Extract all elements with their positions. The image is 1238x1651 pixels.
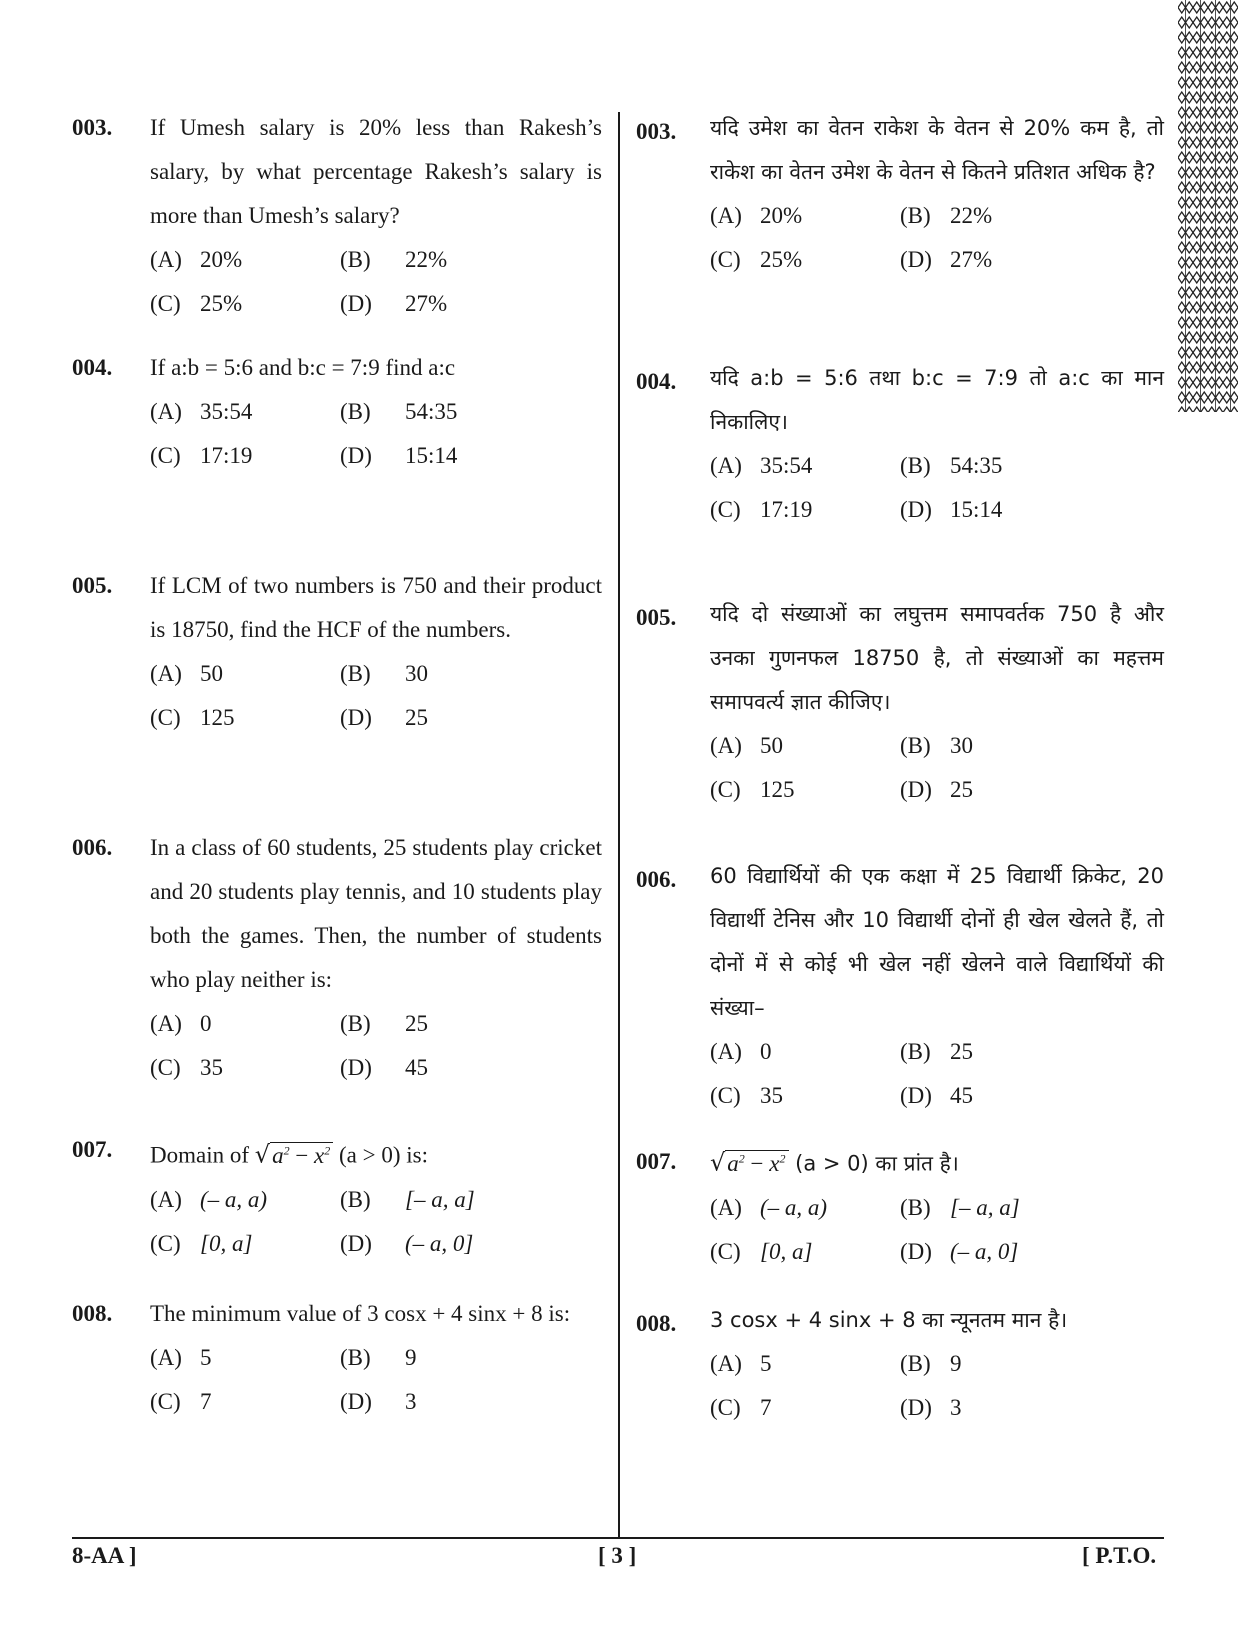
- option-d: (D) 45: [340, 1055, 428, 1080]
- option-a: (A) 0: [710, 1039, 772, 1064]
- question-text: $√a^2 - x^2$ (a > 0) का प्रांत है।: [710, 1136, 1164, 1186]
- option-d: (D) 25: [900, 777, 973, 802]
- question-text: 60 विद्यार्थियों की एक कक्षा में 25 विद्यार्थी क्रिकेट, 20 विद्यार्थी टेनिस और 10 विद्यार्थी दोनों ही खेल खेलते हैं, तो दोनों में से कोई भी खेल नहीं खेलने वाले विद्यार्थियों की संख्या–: [710, 864, 1164, 1020]
- question-005-hi: [636, 592, 1164, 812]
- option-b: (B) 22%: [340, 247, 448, 272]
- question-text: यदि उमेश का वेतन राकेश के वेतन से 20% कम है, तो राकेश का वेतन उमेश के वेतन से कितने प्रतिशत अधिक है?: [710, 116, 1164, 184]
- question-text: If Umesh salary is 20% less than Rakesh’s salary, by what percentage Rakesh’s salary is more than Umesh’s salary?: [150, 115, 602, 228]
- question-006-en: [72, 826, 602, 1090]
- option-b: (B) 22%: [900, 203, 993, 228]
- question-004-en: [72, 346, 602, 478]
- question-003-en: [72, 106, 602, 326]
- options: [150, 652, 602, 740]
- option-a: (A) 0: [150, 1011, 212, 1036]
- question-text: Domain of $√a^2 - x^2$ (a > 0) is:: [150, 1128, 602, 1178]
- question-number: 007.: [72, 1137, 113, 1162]
- option-d: (D) 3: [340, 1389, 417, 1414]
- option-c: (C) 7: [710, 1395, 772, 1420]
- options: [710, 444, 1164, 532]
- option-a: (A) 50: [150, 661, 223, 686]
- options: [150, 1178, 602, 1266]
- question-003-hi: [636, 106, 1164, 282]
- option-a: (A) 35:54: [150, 399, 253, 424]
- options: [710, 1030, 1164, 1118]
- question-text: The minimum value of 3 cosx + 4 sinx + 8 is:: [150, 1301, 571, 1326]
- option-b: (B) 9: [340, 1345, 417, 1370]
- option-d: (D) 45: [900, 1083, 973, 1108]
- option-b: (B) 54:35: [900, 453, 1003, 478]
- question-text: 3 cosx + 4 sinx + 8 का न्यूनतम मान है।: [710, 1308, 1068, 1332]
- paper-code: 8-AA ]: [72, 1543, 137, 1568]
- option-c: (C) [0, a]: [710, 1238, 813, 1264]
- option-c: (C) 125: [150, 705, 235, 730]
- option-c: (C) 35: [710, 1083, 783, 1108]
- options: [150, 238, 602, 326]
- option-c: (C) 17:19: [710, 497, 813, 522]
- question-number: 005.: [636, 605, 677, 630]
- options: [150, 390, 602, 478]
- square-root-expression: $√a^2 - x^2$: [710, 1136, 789, 1186]
- option-d: (D) (– a, 0]: [900, 1238, 1019, 1264]
- option-d: (D) 15:14: [900, 497, 1003, 522]
- question-number: 005.: [72, 573, 113, 598]
- option-c: (C) 7: [150, 1389, 212, 1414]
- option-d: (D) 3: [900, 1395, 962, 1420]
- option-b: (B) 25: [340, 1011, 428, 1036]
- option-c: (C) 25%: [150, 291, 243, 316]
- option-c: (C) 25%: [710, 247, 803, 272]
- option-a: (A) 20%: [710, 203, 803, 228]
- question-number: 008.: [636, 1311, 677, 1336]
- option-d: (D) 27%: [340, 291, 448, 316]
- question-004-hi: [636, 356, 1164, 532]
- question-007-en: [72, 1128, 602, 1266]
- option-a: (A) 50: [710, 733, 783, 758]
- options: [710, 1342, 1164, 1430]
- options: [150, 1336, 602, 1424]
- question-008-en: [72, 1292, 602, 1424]
- option-d: (D) 25: [340, 705, 428, 730]
- options: [710, 1186, 1164, 1274]
- options: [150, 1002, 602, 1090]
- option-b: (B) 30: [900, 733, 973, 758]
- options: [710, 724, 1164, 812]
- option-a: (A) 20%: [150, 247, 243, 272]
- question-number: 003.: [72, 115, 113, 140]
- option-d: (D) (– a, 0]: [340, 1230, 474, 1256]
- question-number: 004.: [636, 369, 677, 394]
- option-d: (D) 15:14: [340, 443, 458, 468]
- question-text: यदि a:b = 5:6 तथा b:c = 7:9 तो a:c का मान निकालिए।: [710, 366, 1164, 434]
- option-c: (C) 125: [710, 777, 795, 802]
- question-number: 007.: [636, 1149, 677, 1174]
- question-007-hi: [636, 1136, 1164, 1274]
- options: [710, 194, 1164, 282]
- question-text: यदि दो संख्याओं का लघुत्तम समापवर्तक 750 है और उनका गुणनफल 18750 है, तो संख्याओं का महत्तम समापवर्त्य ज्ञात कीजिए।: [710, 602, 1164, 714]
- option-b: (B) [– a, a]: [900, 1194, 1020, 1220]
- question-005-en: [72, 564, 602, 740]
- option-b: (B) 25: [900, 1039, 973, 1064]
- option-a: (A) 5: [710, 1351, 772, 1376]
- option-c: (C) 35: [150, 1055, 223, 1080]
- option-a: (A) (– a, a): [710, 1194, 828, 1220]
- decorative-border: [1178, 0, 1238, 412]
- page-number: [ 3 ]: [598, 1543, 637, 1568]
- question-text: If a:b = 5:6 and b:c = 7:9 find a:c: [150, 355, 456, 380]
- column-divider: [618, 112, 620, 1537]
- question-number: 006.: [72, 835, 113, 860]
- question-008-hi: [636, 1298, 1164, 1430]
- question-number: 006.: [636, 867, 677, 892]
- question-text: If LCM of two numbers is 750 and their product is 18750, find the HCF of the numbers.: [150, 573, 602, 642]
- option-b: (B) [– a, a]: [340, 1186, 475, 1212]
- question-number: 004.: [72, 355, 113, 380]
- question-006-hi: [636, 854, 1164, 1118]
- question-number: 003.: [636, 119, 677, 144]
- question-number: 008.: [72, 1301, 113, 1326]
- pto-label: [ P.T.O.: [1082, 1543, 1157, 1568]
- option-c: (C) [0, a]: [150, 1230, 253, 1256]
- option-a: (A) (– a, a): [150, 1186, 268, 1212]
- option-c: (C) 17:19: [150, 443, 253, 468]
- question-text: In a class of 60 students, 25 students play cricket and 20 students play tennis, and 10 students play both the games. Then, the number of students who play neither is:: [150, 835, 602, 992]
- option-a: (A) 35:54: [710, 453, 813, 478]
- option-a: (A) 5: [150, 1345, 212, 1370]
- option-b: (B) 54:35: [340, 399, 458, 424]
- option-d: (D) 27%: [900, 247, 993, 272]
- footer-rule: [72, 1537, 1164, 1539]
- square-root-expression: $√a^2 - x^2$: [255, 1128, 334, 1178]
- option-b: (B) 30: [340, 661, 428, 686]
- option-b: (B) 9: [900, 1351, 962, 1376]
